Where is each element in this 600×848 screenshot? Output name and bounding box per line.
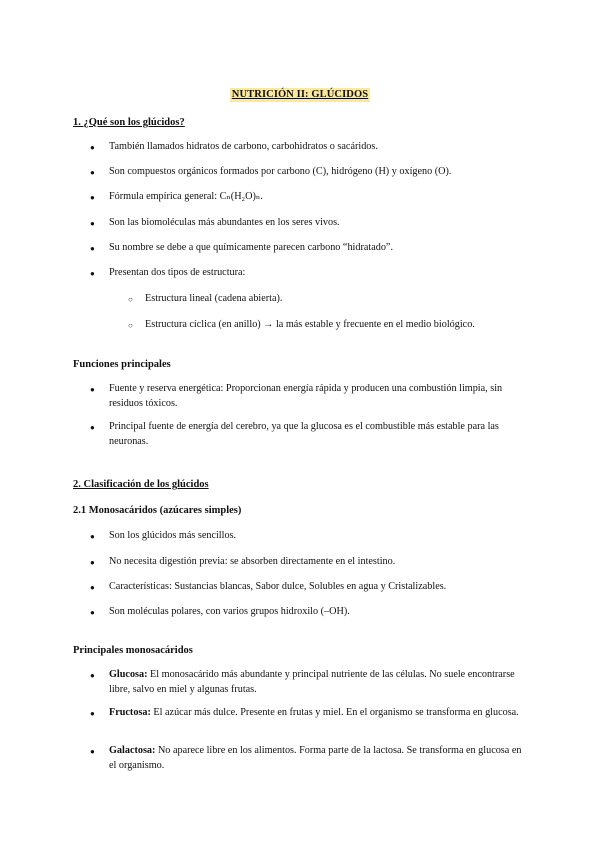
- bullet: ●: [90, 671, 95, 680]
- list-item: Principal fuente de energía del cerebro, ya que la glucosa es el combustible más estable para las neuronas.: [109, 421, 499, 447]
- list-item: Presentan dos tipos de estructura:: [109, 267, 246, 278]
- list-item: Son los glúcidos más sencillos.: [109, 530, 237, 541]
- sub-bullet: ○: [128, 295, 133, 304]
- term: Glucosa:: [109, 669, 148, 680]
- list-item: No necesita digestión previa: se absorben directamente en el intestino.: [109, 556, 396, 567]
- bullet: ●: [90, 558, 95, 567]
- funciones-heading: Funciones principales: [73, 359, 171, 370]
- sub-list-item: Estructura lineal (cadena abierta).: [145, 293, 283, 304]
- term-description: El azúcar más dulce. Presente en frutas y miel. En el organismo se transforma en glucosa.: [150, 707, 519, 718]
- sub-list-item: Estructura cíclica (en anillo) → la más estable y frecuente en el medio biológico.: [145, 319, 475, 330]
- list-item: Características: Sustancias blancas, Sabor dulce, Solubles en agua y Cristalizables.: [109, 581, 447, 592]
- section-2-1-heading: 2.1 Monosacáridos (azúcares simples): [73, 505, 242, 516]
- list-item: También llamados hidratos de carbono, carbohidratos o sacáridos.: [109, 141, 378, 152]
- section-1-heading: 1. ¿Qué son los glúcidos?: [73, 117, 185, 128]
- bullet: ●: [90, 385, 95, 394]
- list-item: Fuente y reserva energética: Proporcionan energía rápida y producen una combustión limpia, sin residuos tóxicos.: [109, 383, 503, 409]
- bullet: ●: [90, 193, 95, 202]
- page-title: NUTRICIÓN II: GLÚCIDOS: [231, 89, 369, 100]
- term: Galactosa:: [109, 745, 156, 756]
- bullet: ●: [90, 747, 95, 756]
- list-item-glucosa: [109, 668, 529, 697]
- bullet: ●: [90, 532, 95, 541]
- list-item: Son las biomoléculas más abundantes en los seres vivos.: [109, 217, 340, 228]
- section-2-heading: 2. Clasificación de los glúcidos: [73, 479, 209, 490]
- monosacaridos-heading: Principales monosacáridos: [73, 645, 193, 656]
- term-description: El monosacárido más abundante y principal nutriente de las células. No suele encontrarse libre, salvo en miel y algunas frutas.: [109, 669, 515, 695]
- bullet: ●: [90, 219, 95, 228]
- bullet: ●: [90, 168, 95, 177]
- sub-bullet: ○: [128, 321, 133, 330]
- list-item-fructosa: [109, 706, 529, 721]
- list-item: Su nombre se debe a que químicamente parecen carbono “hidratado”.: [109, 242, 393, 253]
- bullet: ●: [90, 423, 95, 432]
- bullet: ●: [90, 269, 95, 278]
- list-item-galactosa: [109, 744, 529, 773]
- bullet: ●: [90, 583, 95, 592]
- list-item: Son compuestos orgánicos formados por carbono (C), hidrógeno (H) y oxígeno (O).: [109, 166, 452, 177]
- title-container: [0, 84, 600, 102]
- list-item: Son moléculas polares, con varios grupos hidroxilo (–OH).: [109, 606, 350, 617]
- list-item: Fórmula empírica general: Cₙ(H₂O)ₙ.: [109, 191, 263, 202]
- bullet: ●: [90, 608, 95, 617]
- bullet: ●: [90, 143, 95, 152]
- bullet: ●: [90, 709, 95, 718]
- term: Fructosa:: [109, 707, 151, 718]
- term-description: No aparece libre en los alimentos. Forma parte de la lactosa. Se transforma en glucosa en el organismo.: [109, 745, 522, 771]
- bullet: ●: [90, 244, 95, 253]
